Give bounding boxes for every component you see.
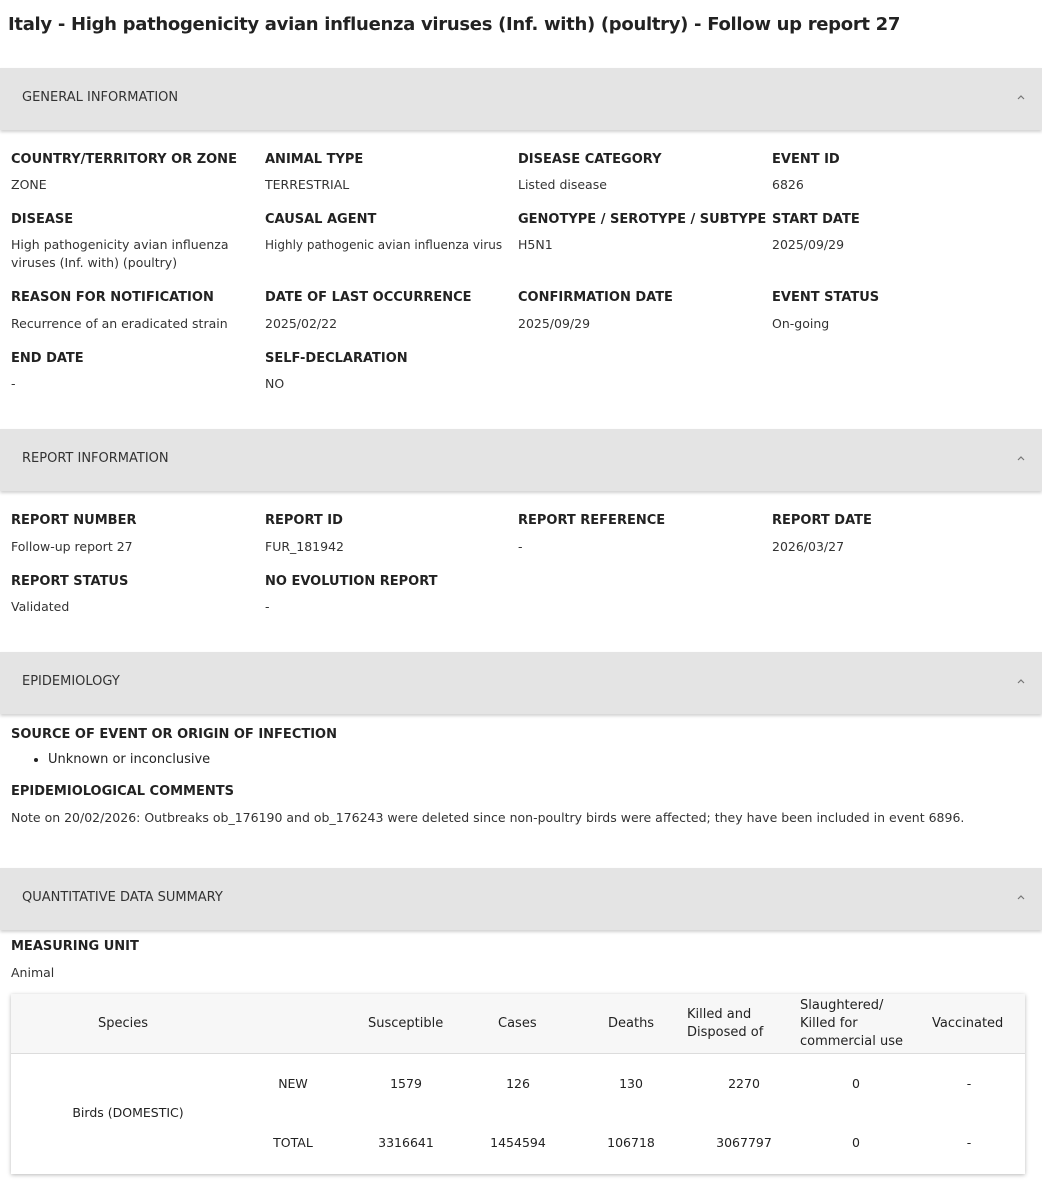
cell-deaths: 106718: [607, 1135, 655, 1150]
header-killed: Killed and Disposed of: [687, 1007, 764, 1040]
genotype-value: H5N1: [518, 237, 553, 252]
report-status-label: REPORT STATUS: [11, 574, 129, 589]
end-date-value: -: [11, 376, 16, 391]
confirmation-date-label: CONFIRMATION DATE: [518, 290, 673, 305]
cell-susceptible: 3316641: [378, 1135, 434, 1150]
cell-cases: 1454594: [490, 1135, 546, 1150]
page-title: Italy - High pathogenicity avian influenza viruses (Inf. with) (poultry) - Follow up report 27: [8, 14, 901, 35]
disease-label: DISEASE: [11, 212, 74, 227]
list-item: • Unknown or inconclusive: [48, 752, 210, 767]
no-evolution-label: NO EVOLUTION REPORT: [265, 574, 438, 589]
event-status-value: On-going: [772, 316, 830, 331]
section-title-quantitative: QUANTITATIVE DATA SUMMARY: [22, 890, 223, 905]
disease-category-value: Listed disease: [518, 177, 607, 192]
event-id-value: 6826: [772, 177, 804, 192]
report-status-value: Validated: [11, 599, 70, 614]
epi-comments-label: EPIDEMIOLOGICAL COMMENTS: [11, 784, 234, 799]
animal-type-label: ANIMAL TYPE: [265, 152, 364, 167]
report-reference-value: -: [518, 539, 523, 554]
animal-type-value: TERRESTRIAL: [265, 177, 350, 192]
section-title-report: REPORT INFORMATION: [22, 451, 169, 466]
start-date-label: START DATE: [772, 212, 860, 227]
header-slaughtered: Slaughtered/ Killed for commercial use: [800, 998, 903, 1049]
row-kind: TOTAL: [273, 1135, 313, 1150]
end-date-label: END DATE: [11, 351, 84, 366]
start-date-value: 2025/09/29: [772, 237, 845, 252]
cell-slaughtered: 0: [852, 1135, 860, 1150]
confirmation-date-value: 2025/09/29: [518, 316, 591, 331]
self-declaration-value: NO: [265, 376, 285, 391]
cell-deaths: 130: [619, 1076, 643, 1091]
header-cases: Cases: [498, 1016, 537, 1031]
source-label: SOURCE OF EVENT OR ORIGIN OF INFECTION: [11, 727, 337, 742]
report-id-value: FUR_181942: [265, 539, 344, 554]
event-id-label: EVENT ID: [772, 152, 840, 167]
section-header-quantitative[interactable]: [0, 868, 1042, 930]
epi-comments-value: Note on 20/02/2026: Outbreaks ob_176190 and ob_176243 were deleted since non-poultry birds were affected; they have been included in event 6896.: [11, 810, 965, 825]
chevron-up-icon[interactable]: [1016, 892, 1026, 902]
reason-label: REASON FOR NOTIFICATION: [11, 290, 214, 305]
species-cell: Birds (DOMESTIC): [72, 1105, 184, 1120]
cell-vaccinated: -: [966, 1076, 972, 1091]
disease-category-label: DISEASE CATEGORY: [518, 152, 662, 167]
genotype-label: GENOTYPE / SEROTYPE / SUBTYPE: [518, 212, 767, 227]
last-occurrence-value: 2025/02/22: [265, 316, 338, 331]
cell-susceptible: 1579: [390, 1076, 422, 1091]
section-header-general[interactable]: [0, 68, 1042, 130]
section-header-report[interactable]: [0, 429, 1042, 491]
quantitative-table: [11, 994, 1025, 1174]
causal-agent-label: CAUSAL AGENT: [265, 212, 377, 227]
disease-value: High pathogenicity avian influenza viruses (Inf. with) (poultry): [11, 237, 229, 270]
last-occurrence-label: DATE OF LAST OCCURRENCE: [265, 290, 472, 305]
cell-cases: 126: [506, 1076, 530, 1091]
event-status-label: EVENT STATUS: [772, 290, 880, 305]
report-date-label: REPORT DATE: [772, 513, 872, 528]
section-header-epidemiology[interactable]: [0, 652, 1042, 714]
source-list: [32, 752, 210, 767]
country-label: COUNTRY/TERRITORY OR ZONE: [11, 152, 237, 167]
header-vaccinated: Vaccinated: [932, 1016, 1004, 1031]
self-declaration-label: SELF-DECLARATION: [265, 351, 408, 366]
chevron-up-icon[interactable]: [1016, 92, 1026, 102]
cell-killed: 3067797: [716, 1135, 772, 1150]
measuring-unit-label: MEASURING UNIT: [11, 939, 139, 954]
cell-killed: 2270: [728, 1076, 760, 1091]
causal-agent-value: Highly pathogenic avian influenza virus: [265, 238, 503, 252]
report-id-label: REPORT ID: [265, 513, 343, 528]
reason-value: Recurrence of an eradicated strain: [11, 316, 228, 331]
header-deaths: Deaths: [608, 1016, 655, 1031]
report-reference-label: REPORT REFERENCE: [518, 513, 666, 528]
measuring-unit-value: Animal: [11, 965, 55, 980]
table-header: [11, 994, 1025, 1054]
cell-vaccinated: -: [966, 1135, 972, 1150]
country-value: ZONE: [11, 177, 47, 192]
report-number-value: Follow-up report 27: [11, 539, 133, 554]
header-species: Species: [98, 1016, 149, 1031]
chevron-up-icon[interactable]: [1016, 676, 1026, 686]
section-title-general: GENERAL INFORMATION: [22, 90, 179, 105]
report-date-value: 2026/03/27: [772, 539, 845, 554]
report-number-label: REPORT NUMBER: [11, 513, 137, 528]
header-susceptible: Susceptible: [368, 1016, 444, 1031]
no-evolution-value: -: [265, 599, 270, 614]
cell-slaughtered: 0: [852, 1076, 860, 1091]
chevron-up-icon[interactable]: [1016, 453, 1026, 463]
row-kind: NEW: [278, 1076, 308, 1091]
section-title-epidemiology: EPIDEMIOLOGY: [22, 674, 120, 689]
